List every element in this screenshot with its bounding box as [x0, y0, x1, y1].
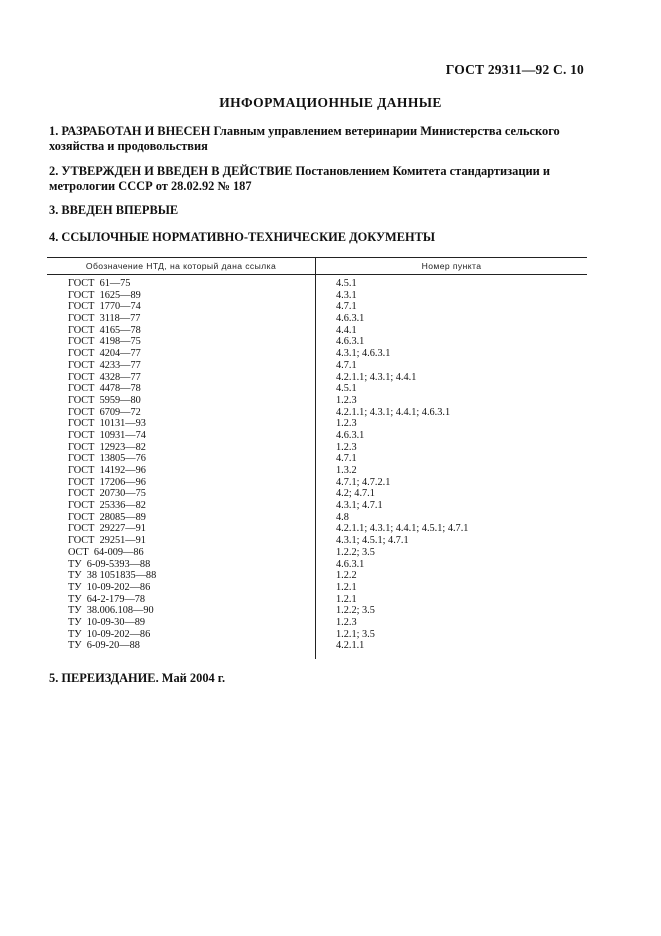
document-designation: ГОСТ 5959—80: [68, 394, 141, 406]
item-number: 4.: [49, 230, 59, 244]
clause-number: 4.3.1: [336, 289, 357, 301]
table-row: [47, 418, 587, 430]
table-row: [47, 629, 587, 641]
clause-number: 1.2.1: [336, 593, 357, 605]
item-heading: ПЕРЕИЗДАНИЕ.: [61, 671, 159, 685]
document-designation: ТУ 10-09-30—89: [68, 616, 146, 628]
clause-number: 4.7.1: [336, 301, 357, 313]
clause-number: 4.2; 4.7.1: [336, 488, 375, 500]
table-row: [47, 372, 587, 384]
item-heading: ВВЕДЕН ВПЕРВЫЕ: [61, 203, 179, 217]
table-row: [47, 594, 587, 606]
document-designation: ТУ 64-2-179—78: [68, 593, 146, 605]
clause-number: 4.7.1; 4.7.2.1: [336, 476, 391, 488]
document-designation: ТУ 38.006.108—90: [68, 605, 154, 617]
page-header: ГОСТ 29311—92 С. 10: [445, 62, 584, 77]
clause-number: 1.2.3: [336, 394, 357, 406]
clause-number: 4.6.3.1: [336, 558, 365, 570]
clause-number: 4.7.1: [336, 359, 357, 371]
clause-number: 4.6.3.1: [336, 429, 365, 441]
table-row: [47, 477, 587, 489]
table-row: [47, 500, 587, 512]
item-number: 1.: [49, 124, 59, 138]
document-designation: ТУ 6-09-20—88: [68, 640, 140, 652]
table-row: [47, 407, 587, 419]
table-header-point: Номер пункта: [421, 261, 482, 271]
document-designation: ГОСТ 29251—91: [68, 535, 146, 547]
clause-number: 4.3.1; 4.7.1: [336, 500, 383, 512]
table-body: [47, 278, 587, 652]
document-designation: ГОСТ 4328—77: [68, 371, 141, 383]
table-row: [47, 360, 587, 372]
document-designation: ГОСТ 1625—89: [68, 289, 141, 301]
document-designation: ОСТ 64-009—86: [68, 546, 144, 558]
document-designation: ТУ 10-09-202—86: [68, 581, 151, 593]
table-row: [47, 395, 587, 407]
document-designation: ГОСТ 25336—82: [68, 500, 146, 512]
clause-number: 1.2.3: [336, 616, 357, 628]
document-designation: ТУ 10-09-202—86: [68, 628, 151, 640]
table-header-document: Обозначение НТД, на который дана ссылка: [85, 261, 277, 271]
clause-number: 4.2.1.1; 4.3.1; 4.4.1: [336, 371, 417, 383]
clause-number: 4.2.1.1; 4.3.1; 4.4.1; 4.6.3.1: [336, 406, 451, 418]
table-row: [47, 290, 587, 302]
document-designation: ГОСТ 3118—77: [68, 313, 141, 325]
document-designation: ГОСТ 20730—75: [68, 488, 146, 500]
table-row: [47, 582, 587, 594]
item-number: 2.: [49, 164, 59, 178]
clause-number: 4.3.1; 4.5.1; 4.7.1: [336, 535, 409, 547]
clause-number: 4.7.1: [336, 453, 357, 465]
table-row: [47, 465, 587, 477]
table-row: [47, 559, 587, 571]
document-designation: ГОСТ 12923—82: [68, 441, 146, 453]
table-row: [47, 336, 587, 348]
document-designation: ГОСТ 61—75: [68, 278, 131, 289]
table-row: [47, 512, 587, 524]
clause-number: 1.2.1; 3.5: [336, 628, 375, 640]
table-row: [47, 313, 587, 325]
document-designation: ГОСТ 4233—77: [68, 359, 141, 371]
document-designation: ГОСТ 1770—74: [68, 301, 141, 313]
table-header-rule: [47, 274, 587, 275]
table-row: [47, 301, 587, 313]
clause-number: 1.3.2: [336, 465, 357, 476]
table-row: [47, 617, 587, 629]
clause-number: 4.5.1: [336, 383, 357, 395]
clause-number: 1.2.2; 3.5: [336, 546, 375, 558]
table-row: [47, 383, 587, 395]
clause-number: 4.8: [336, 511, 349, 523]
reference-documents-table: [47, 257, 587, 659]
info-item-2: [49, 164, 589, 194]
document-title: ИНФОРМАЦИОННЫЕ ДАННЫЕ: [219, 95, 442, 110]
table-row: [47, 430, 587, 442]
item-number: 5.: [49, 671, 59, 685]
clause-number: 4.3.1; 4.6.3.1: [336, 348, 391, 360]
table-row: [47, 547, 587, 559]
clause-number: 1.2.3: [336, 441, 357, 453]
info-item-3: [49, 203, 589, 218]
document-designation: ГОСТ 10931—74: [68, 429, 146, 441]
table-row: [47, 325, 587, 337]
item-number: 3.: [49, 203, 59, 217]
table-row: [47, 523, 587, 535]
document-designation: ТУ 38 1051835—88: [68, 570, 157, 582]
clause-number: 4.5.1: [336, 278, 357, 289]
table-row: [47, 488, 587, 500]
table-row: [47, 605, 587, 617]
table-row: [47, 278, 587, 290]
info-item-5: [49, 671, 589, 686]
document-designation: ГОСТ 13805—76: [68, 453, 146, 465]
table-row: [47, 570, 587, 582]
item-text: Май 2004 г.: [161, 671, 226, 685]
clause-number: 1.2.1: [336, 581, 357, 593]
table-row: [47, 442, 587, 454]
document-designation: ГОСТ 4165—78: [68, 324, 141, 336]
document-designation: ГОСТ 14192—96: [68, 465, 146, 476]
document-designation: ГОСТ 4478—78: [68, 383, 141, 395]
table-row: [47, 640, 587, 652]
document-designation: ГОСТ 29227—91: [68, 523, 146, 535]
clause-number: 1.2.3: [336, 418, 357, 430]
clause-number: 4.6.3.1: [336, 336, 365, 348]
clause-number: 4.6.3.1: [336, 313, 365, 325]
clause-number: 1.2.2: [336, 570, 357, 582]
table-top-rule: [47, 257, 587, 258]
document-designation: ГОСТ 17206—96: [68, 476, 146, 488]
clause-number: 4.4.1: [336, 324, 357, 336]
item-text: Постановлением Комитета стандартизации и метрологии СССР от 28.02.92 № 187: [49, 164, 550, 193]
table-row: [47, 535, 587, 547]
clause-number: 4.2.1.1: [336, 640, 365, 652]
item-text: Главным управлением ветеринарии Министерства сельского хозяйства и продовольствия: [49, 124, 560, 153]
info-item-1: [49, 124, 589, 154]
document-designation: ГОСТ 6709—72: [68, 406, 141, 418]
document-designation: ГОСТ 28085—89: [68, 511, 146, 523]
clause-number: 1.2.2; 3.5: [336, 605, 375, 617]
document-designation: ТУ 6-09-5393—88: [68, 558, 151, 570]
document-designation: ГОСТ 4204—77: [68, 348, 141, 360]
item-heading: ССЫЛОЧНЫЕ НОРМАТИВНО-ТЕХНИЧЕСКИЕ ДОКУМЕНТЫ: [61, 230, 436, 244]
document-designation: ГОСТ 4198—75: [68, 336, 141, 348]
item-heading: УТВЕРЖДЕН И ВВЕДЕН В ДЕЙСТВИЕ: [61, 164, 293, 178]
table-row: [47, 453, 587, 465]
document-designation: ГОСТ 10131—93: [68, 418, 146, 430]
table-row: [47, 348, 587, 360]
item-heading: РАЗРАБОТАН И ВНЕСЕН: [61, 124, 211, 138]
info-item-4: [49, 230, 589, 245]
clause-number: 4.2.1.1; 4.3.1; 4.4.1; 4.5.1; 4.7.1: [336, 523, 469, 535]
